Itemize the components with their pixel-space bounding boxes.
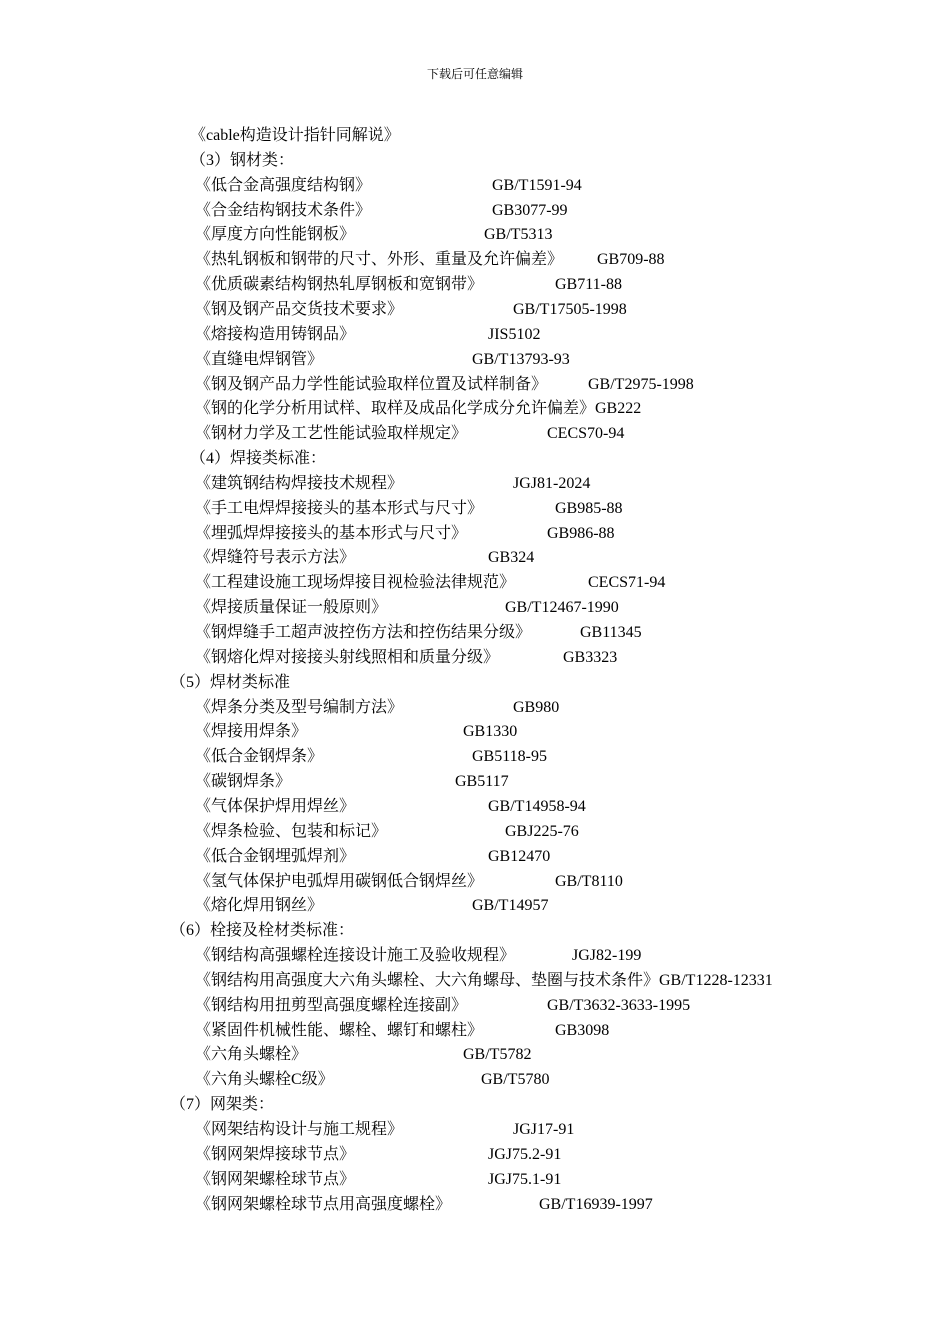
standard-title: 《优质碳素结构钢热轧厚钢板和宽钢带》: [195, 276, 484, 294]
standard-row: [190, 126, 400, 146]
standard-code: GB/T14957: [472, 897, 549, 915]
standard-code: GB/T5313: [484, 226, 553, 244]
standard-title: 《工程建设施工现场焊接目视检验法律规范》: [195, 574, 516, 592]
standard-title: 《低合金高强度结构钢》: [195, 176, 372, 194]
standard-title: 《六角头螺栓》: [195, 1046, 308, 1064]
standard-row: [195, 623, 642, 643]
standard-row: [195, 176, 582, 196]
standard-row: [195, 1170, 562, 1190]
standard-title: 《焊接质量保证一般原则》: [195, 599, 388, 617]
standard-row: [195, 275, 622, 295]
standard-title: 《氢气体保护电弧焊用碳钢低合钢焊丝》: [195, 872, 484, 890]
standard-code: GB/T5782: [463, 1046, 532, 1064]
standard-title: （4）焊接类标准：: [190, 450, 327, 468]
standard-title: 《六角头螺栓C级》: [195, 1071, 334, 1089]
standard-code: GB/T8110: [555, 872, 623, 890]
standard-title: （3）钢材类：: [190, 151, 295, 169]
standard-title: 《熔化焊用钢丝》: [195, 897, 324, 915]
standard-code: GB/T14958-94: [488, 797, 586, 815]
standard-title: 《网架结构设计与施工规程》: [195, 1121, 404, 1138]
section-heading: [170, 1095, 274, 1115]
standard-title: 《厚度方向性能钢板》: [195, 226, 356, 244]
standard-code: GB/T17505-1998: [513, 300, 627, 318]
standard-row: [195, 573, 666, 593]
standard-code: CECS71-94: [588, 574, 666, 592]
standard-row: [195, 250, 665, 270]
standard-code: JGJ17-91: [513, 1121, 575, 1138]
standard-code: GB5118-95: [472, 748, 547, 766]
standard-row: [195, 424, 625, 444]
standard-row: [195, 847, 551, 867]
standard-code: GB980: [513, 698, 560, 716]
standard-title: 《钢网架螺栓球节点用高强度螺栓》: [195, 1195, 452, 1213]
standard-code: JGJ75.1-91: [488, 1170, 562, 1188]
standard-code: GB/T1591-94: [492, 176, 582, 194]
standard-title: 《低合金钢焊条》: [195, 748, 324, 766]
standard-title: 《合金结构钢技术条件》: [195, 201, 372, 219]
standard-row: [195, 225, 553, 245]
standard-code: GB1330: [463, 723, 518, 741]
section-heading: [170, 921, 354, 941]
page-header: 下载后可任意编辑: [426, 67, 523, 81]
standard-code: GB12470: [488, 847, 551, 865]
standard-row: [195, 648, 618, 668]
standard-code: GB985-88: [555, 499, 623, 517]
standard-row: [195, 1195, 653, 1215]
standard-row: [195, 1145, 562, 1165]
standard-row: [195, 1021, 610, 1041]
standard-code: CECS70-94: [547, 425, 625, 443]
standard-code: JGJ82-199: [572, 947, 642, 965]
standard-row: [195, 201, 568, 221]
standard-code: GB/T13793-93: [472, 350, 570, 368]
standard-code: GB/T12467-1990: [505, 599, 619, 617]
standard-code: GB5117: [455, 773, 509, 791]
standard-row: [195, 474, 591, 494]
standard-row: [195, 1120, 575, 1140]
standard-title: 《建筑钢结构焊接技术规程》: [195, 474, 404, 492]
standard-title: 《焊缝符号表示方法》: [195, 549, 356, 567]
standard-code: GB3077-99: [492, 201, 568, 219]
standard-title: 《钢焊缝手工超声波控伤方法和控伤结果分级》: [195, 624, 532, 641]
standard-code: GB709-88: [597, 251, 665, 269]
standard-title: 《熔接构造用铸钢品》: [195, 325, 356, 343]
standard-row: [195, 822, 579, 842]
standard-row: [195, 872, 623, 892]
standard-code: GB3323: [563, 648, 618, 666]
standard-row: [195, 325, 541, 345]
standard-title: 《钢网架螺栓球节点》: [195, 1170, 356, 1188]
standard-row: [195, 300, 627, 320]
standard-row: [195, 524, 615, 544]
section-heading: [190, 449, 326, 469]
standard-row: [195, 1045, 532, 1065]
standard-row: [195, 747, 547, 767]
section-heading: [190, 151, 294, 171]
standard-title: 《焊接用焊条》: [195, 723, 308, 741]
standard-row: [195, 896, 549, 916]
standard-code: GB/T3632-3633-1995: [547, 996, 691, 1014]
standard-title: 《钢结构高强螺栓连接设计施工及验收规程》: [195, 947, 516, 965]
standard-title: 《手工电焊焊接接头的基本形式与尺寸》: [195, 499, 484, 517]
standard-code: GB/T16939-1997: [539, 1195, 653, 1213]
standard-row: [195, 399, 641, 419]
standard-row: [195, 548, 535, 568]
standard-title: 《钢的化学分析用试样、取样及成品化学成分允许偏差》GB222: [195, 400, 642, 418]
standard-title: 《气体保护焊用焊丝》: [195, 797, 356, 815]
standard-title: 《钢网架焊接球节点》: [195, 1145, 356, 1163]
standard-title: 《钢熔化焊对接接头射线照相和质量分级》: [195, 648, 500, 666]
standard-title: 《直缝电焊钢管》: [195, 350, 324, 368]
standard-row: [195, 996, 691, 1016]
standard-code: GB324: [488, 549, 535, 567]
standard-title: 《低合金钢埋弧焊剂》: [195, 847, 356, 865]
standard-code: GB711-88: [555, 276, 622, 294]
standard-title: （5）焊材类标准: [170, 673, 291, 691]
standard-title: （6）栓接及栓材类标准：: [170, 922, 355, 940]
standard-code: GB/T2975-1998: [588, 375, 694, 393]
standard-title: 《埋弧焊焊接接头的基本形式与尺寸》: [195, 524, 468, 542]
standard-title: 《紧固件机械性能、螺栓、螺钉和螺柱》: [195, 1021, 484, 1039]
standard-code: GBJ225-76: [505, 822, 579, 840]
standard-code: GB/T5780: [481, 1071, 550, 1089]
standard-row: [195, 797, 586, 817]
standard-row: [195, 499, 623, 519]
standard-title: 《焊条检验、包装和标记》: [195, 822, 388, 840]
standard-row: [195, 1070, 550, 1090]
standard-row: [195, 598, 619, 618]
standard-code: GB3098: [555, 1021, 610, 1039]
standard-title: （7）网架类：: [170, 1096, 275, 1114]
standard-title: 《钢及钢产品力学性能试验取样位置及试样制备》: [195, 375, 548, 393]
standard-row: [195, 971, 773, 991]
standard-title: 《钢结构用扭剪型高强度螺栓连接副》: [195, 996, 468, 1014]
standard-row: [195, 722, 518, 742]
standard-code: GB11345: [580, 624, 642, 641]
standard-row: [195, 350, 570, 370]
standard-code: JGJ81-2024: [513, 474, 591, 492]
standard-code: JIS5102: [488, 325, 541, 343]
standard-title: 《cable构造设计指针同解说》: [190, 127, 400, 144]
standard-row: [195, 375, 694, 395]
standard-title: 《钢及钢产品交货技术要求》: [195, 300, 404, 318]
standard-row: [195, 772, 509, 792]
standard-title: 《热轧钢板和钢带的尺寸、外形、重量及允许偏差》: [195, 251, 564, 269]
standard-code: JGJ75.2-91: [488, 1145, 562, 1163]
standard-row: [195, 698, 560, 718]
section-heading: [170, 673, 290, 693]
standard-row: [195, 946, 642, 966]
standard-title: 《焊条分类及型号编制方法》: [195, 698, 404, 716]
standard-title: 《钢结构用高强度大六角头螺栓、大六角螺母、垫圈与技术条件》GB/T1228-12331: [195, 971, 773, 989]
standard-title: 《钢材力学及工艺性能试验取样规定》: [195, 425, 468, 443]
standard-title: 《碳钢焊条》: [195, 773, 292, 791]
standard-code: GB986-88: [547, 524, 615, 542]
